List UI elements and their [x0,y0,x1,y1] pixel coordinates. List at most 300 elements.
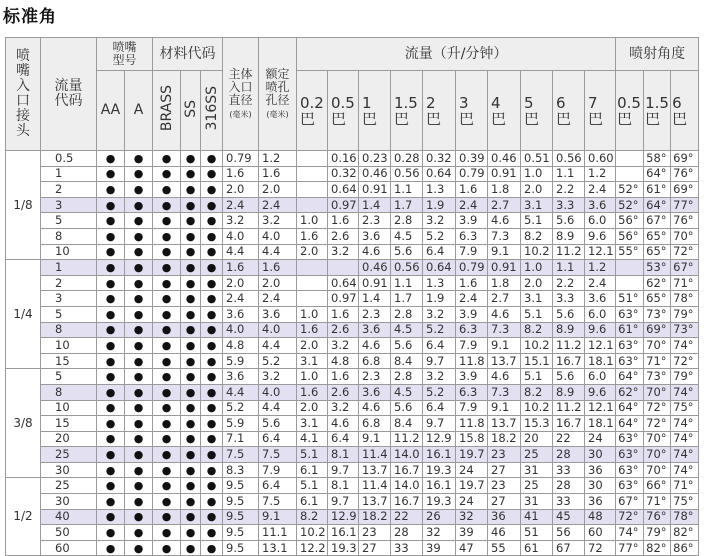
spray-angle: 64° [644,197,671,213]
flow-value: 1.1 [391,182,423,198]
table-body [6,151,699,556]
header-flow-title: 流量（升/分钟） [297,38,616,71]
orifice-dia: 5.2 [259,353,297,369]
availability-dot: ● [153,462,181,478]
flow-value: 12.1 [585,400,616,416]
availability-dot: ● [125,540,153,556]
flow-value: 7.9 [456,338,488,354]
flow-value: 2.8 [391,369,423,385]
flow-value: 11.8 [456,416,488,432]
spray-angle: 75° [671,494,699,510]
spray-angle: 70° [644,447,671,463]
flow-value: 33 [391,540,423,556]
flow-value: 9.7 [423,353,456,369]
flow-value: 2.4 [456,291,488,307]
flow-value: 19.3 [423,462,456,478]
availability-dot: ● [153,322,181,338]
availability-dot: ● [201,353,223,369]
availability-dot: ● [125,151,153,167]
spray-angle: 72° [671,353,699,369]
availability-dot: ● [97,338,125,354]
availability-dot: ● [181,275,201,291]
orifice-dia: 7.9 [259,462,297,478]
body-inlet-dia: 4.4 [223,244,259,260]
spray-angle: 66° [644,478,671,494]
availability-dot: ● [125,291,153,307]
spray-angle: 52° [616,182,644,198]
flow-value: 7.9 [456,400,488,416]
flow-value: 6.0 [585,369,616,385]
body-inlet-dia: 4.4 [223,384,259,400]
flow-value: 3.6 [359,228,391,244]
flow-value: 8.1 [328,447,359,463]
flow-value: 3.2 [423,306,456,322]
flow-value: 19.3 [328,540,359,556]
spray-angle: 55° [616,244,644,260]
availability-dot: ● [125,447,153,463]
flow-value: 0.64 [423,260,456,276]
flow-value: 4.1 [297,431,328,447]
flow-code: 3 [41,291,97,307]
flow-value: 5.2 [423,322,456,338]
header-flow-pressure: 3 巴 [456,71,488,151]
spray-angle: 58° [644,151,671,167]
flow-value: 4.6 [359,338,391,354]
flow-value: 3.6 [585,291,616,307]
table-row [6,478,699,494]
flow-value: 0.64 [423,166,456,182]
flow-value: 11.8 [456,353,488,369]
orifice-dia: 2.4 [259,291,297,307]
spray-angle: 71° [644,494,671,510]
table-row [6,369,699,385]
flow-value: 33 [553,462,585,478]
availability-dot: ● [153,447,181,463]
spray-angle: 72° [671,244,699,260]
body-inlet-dia: 9.5 [223,494,259,510]
flow-value: 1.7 [391,197,423,213]
availability-dot: ● [125,525,153,541]
flow-code: 0.5 [41,151,97,167]
flow-value: 1.4 [359,291,391,307]
spray-angle: 72° [644,416,671,432]
flow-value: 0.28 [391,151,423,167]
flow-value: 36 [488,509,521,525]
availability-dot: ● [125,275,153,291]
flow-value [297,151,328,167]
flow-value: 48 [585,509,616,525]
header-material-brass: BRASS [153,71,181,151]
flow-value: 2.3 [359,306,391,322]
spray-angle: 67° [671,260,699,276]
spray-angle: 69° [671,151,699,167]
availability-dot: ● [153,228,181,244]
spray-angle [616,151,644,167]
table-row [6,447,699,463]
flow-value: 32 [423,525,456,541]
header-orifice-dia: 额定喷孔孔径 (毫米) [259,38,297,151]
body-inlet-dia: 9.5 [223,509,259,525]
spray-angle: 82° [644,540,671,556]
orifice-dia: 6.4 [259,431,297,447]
availability-dot: ● [201,244,223,260]
flow-value: 1.2 [585,260,616,276]
spray-angle: 67° [616,494,644,510]
spray-angle: 64° [644,166,671,182]
availability-dot: ● [97,478,125,494]
flow-code: 1 [41,260,97,276]
flow-value: 0.56 [553,151,585,167]
flow-value: 67 [553,540,585,556]
flow-value: 15.3 [521,416,553,432]
availability-dot: ● [97,384,125,400]
flow-value: 19.3 [423,494,456,510]
spray-angle: 53° [644,260,671,276]
availability-dot: ● [125,431,153,447]
availability-dot: ● [97,494,125,510]
flow-value: 8.9 [553,384,585,400]
availability-dot: ● [97,197,125,213]
body-inlet-dia: 9.5 [223,478,259,494]
flow-value [297,182,328,198]
flow-value: 9.7 [328,462,359,478]
flow-value: 4.6 [359,400,391,416]
flow-value: 0.91 [359,182,391,198]
body-inlet-dia: 9.5 [223,540,259,556]
spray-angle: 77° [671,197,699,213]
table-row [6,228,699,244]
inlet-size: 3/8 [6,369,41,478]
flow-value: 1.6 [328,213,359,229]
spray-angle: 75° [671,400,699,416]
flow-value: 3.2 [328,338,359,354]
flow-value: 1.0 [297,306,328,322]
availability-dot: ● [97,509,125,525]
spray-angle: 71° [671,478,699,494]
flow-value: 27 [488,494,521,510]
header-inlet: 喷嘴入口接头 [6,38,41,151]
flow-value: 36 [585,462,616,478]
flow-value: 12.1 [585,338,616,354]
availability-dot: ● [181,447,201,463]
spray-angle: 52° [616,197,644,213]
availability-dot: ● [97,275,125,291]
flow-value: 2.2 [553,275,585,291]
flow-value: 0.97 [328,291,359,307]
spray-angle: 74° [671,431,699,447]
availability-dot: ● [153,291,181,307]
orifice-dia: 4.0 [259,228,297,244]
flow-code: 25 [41,478,97,494]
flow-value: 5.2 [423,228,456,244]
availability-dot: ● [153,275,181,291]
spray-angle: 70° [644,462,671,478]
orifice-dia: 3.6 [259,306,297,322]
flow-value [297,260,328,276]
flow-value: 46 [488,525,521,541]
availability-dot: ● [125,213,153,229]
table-row [6,151,699,167]
spray-angle: 70° [644,431,671,447]
flow-value: 1.9 [423,197,456,213]
table-row [6,260,699,276]
flow-value [297,291,328,307]
body-inlet-dia: 3.2 [223,213,259,229]
body-inlet-dia: 2.0 [223,275,259,291]
flow-code: 60 [41,540,97,556]
availability-dot: ● [153,384,181,400]
flow-code: 5 [41,369,97,385]
body-inlet-dia: 3.6 [223,369,259,385]
flow-value: 4.6 [488,213,521,229]
spray-angle: 72° [616,509,644,525]
body-inlet-dia: 7.1 [223,431,259,447]
flow-value: 72 [585,540,616,556]
availability-dot: ● [153,494,181,510]
availability-dot: ● [181,291,201,307]
availability-dot: ● [201,431,223,447]
flow-value: 5.6 [553,369,585,385]
table-row [6,540,699,556]
spray-angle: 74° [671,447,699,463]
flow-value: 2.4 [585,182,616,198]
body-inlet-dia: 9.5 [223,525,259,541]
flow-value: 5.6 [391,400,423,416]
header-angle-pressure: 1.5 巴 [644,71,671,151]
flow-value: 51 [521,525,553,541]
flow-value: 8.1 [328,478,359,494]
flow-value: 16.1 [423,447,456,463]
table-row [6,182,699,198]
orifice-dia: 1.2 [259,151,297,167]
spray-angle: 63° [616,447,644,463]
spray-angle: 63° [616,462,644,478]
availability-dot: ● [181,400,201,416]
flow-value: 0.91 [359,275,391,291]
spray-angle: 70° [671,228,699,244]
flow-code: 30 [41,462,97,478]
flow-value: 2.8 [391,213,423,229]
flow-code: 50 [41,525,97,541]
flow-value: 0.32 [328,166,359,182]
availability-dot: ● [97,416,125,432]
availability-dot: ● [201,525,223,541]
availability-dot: ● [153,353,181,369]
orifice-dia: 2.4 [259,197,297,213]
availability-dot: ● [201,462,223,478]
flow-value: 24 [456,494,488,510]
availability-dot: ● [97,228,125,244]
flow-value: 3.2 [423,213,456,229]
flow-value: 6.1 [297,462,328,478]
flow-value: 4.6 [328,416,359,432]
availability-dot: ● [201,291,223,307]
header-body-inlet-dia: 主体入口直径 (毫米) [223,38,259,151]
flow-value: 3.9 [456,369,488,385]
body-inlet-dia: 1.6 [223,260,259,276]
flow-value: 15.1 [521,353,553,369]
flow-value: 13.7 [359,494,391,510]
flow-value: 6.4 [423,400,456,416]
flow-value: 1.1 [391,275,423,291]
flow-value: 18.2 [359,509,391,525]
flow-value: 0.79 [456,166,488,182]
flow-value: 23 [488,447,521,463]
flow-value [328,260,359,276]
spray-angle: 79° [671,306,699,322]
flow-value: 0.60 [585,151,616,167]
availability-dot: ● [153,338,181,354]
flow-value: 13.7 [488,416,521,432]
flow-value: 31 [521,462,553,478]
availability-dot: ● [201,166,223,182]
flow-value: 3.1 [521,291,553,307]
spray-angle: 56° [616,213,644,229]
inlet-size: 1/8 [6,151,41,260]
flow-value: 5.1 [521,213,553,229]
spray-angle: 86° [671,540,699,556]
flow-value: 0.46 [488,151,521,167]
flow-value: 11.2 [553,400,585,416]
flow-value: 5.1 [521,306,553,322]
flow-code: 40 [41,509,97,525]
flow-value: 9.6 [585,228,616,244]
availability-dot: ● [153,197,181,213]
flow-value: 28 [553,447,585,463]
availability-dot: ● [181,478,201,494]
flow-value: 6.4 [423,244,456,260]
body-inlet-dia: 2.4 [223,197,259,213]
flow-value: 1.0 [297,369,328,385]
flow-value: 0.16 [328,151,359,167]
orifice-dia: 3.2 [259,369,297,385]
flow-value: 2.0 [297,338,328,354]
spray-angle: 61° [616,322,644,338]
flow-value: 2.2 [553,182,585,198]
table-row [6,416,699,432]
body-inlet-dia: 5.9 [223,353,259,369]
flow-value: 19.7 [456,447,488,463]
availability-dot: ● [201,228,223,244]
availability-dot: ● [125,260,153,276]
flow-value: 8.9 [553,322,585,338]
spray-angle: 63° [616,478,644,494]
flow-code: 15 [41,353,97,369]
availability-dot: ● [153,151,181,167]
availability-dot: ● [153,306,181,322]
flow-value: 6.0 [585,213,616,229]
availability-dot: ● [153,213,181,229]
flow-value: 3.9 [456,213,488,229]
flow-value: 3.2 [423,369,456,385]
orifice-dia: 2.0 [259,275,297,291]
spray-angle: 70° [644,338,671,354]
availability-dot: ● [201,197,223,213]
availability-dot: ● [125,338,153,354]
flow-value: 47 [456,540,488,556]
body-inlet-dia: 2.0 [223,182,259,198]
flow-value: 3.2 [328,400,359,416]
spray-angle [616,260,644,276]
flow-value: 8.4 [391,353,423,369]
flow-value: 55 [488,540,521,556]
header-flow-pressure: 0.5 巴 [328,71,359,151]
availability-dot: ● [153,509,181,525]
flow-value: 13.7 [359,462,391,478]
flow-value: 12.9 [423,431,456,447]
header-flow-pressure: 1.5 巴 [391,71,423,151]
flow-value: 61 [521,540,553,556]
flow-code: 2 [41,182,97,198]
flow-value: 1.6 [297,228,328,244]
header-nozzle-type: 喷嘴型号 [97,38,153,71]
availability-dot: ● [97,182,125,198]
flow-value: 60 [585,525,616,541]
availability-dot: ● [153,400,181,416]
flow-value: 0.32 [423,151,456,167]
body-inlet-dia: 0.79 [223,151,259,167]
header-angle-title: 喷射角度 [616,38,699,71]
flow-code: 5 [41,306,97,322]
availability-dot: ● [125,228,153,244]
spray-angle: 64° [616,416,644,432]
orifice-dia: 11.1 [259,525,297,541]
flow-value: 4.8 [328,353,359,369]
header-type-aa: AA [97,71,125,151]
availability-dot: ● [125,369,153,385]
availability-dot: ● [97,525,125,541]
orifice-dia: 3.2 [259,213,297,229]
flow-value: 1.6 [456,275,488,291]
flow-value: 18.1 [585,416,616,432]
header-flow-code: 流量代码 [41,38,97,151]
flow-value: 13.7 [488,353,521,369]
page-title: 标准角 [3,7,57,27]
table-row [6,494,699,510]
header-type-a: A [125,71,153,151]
availability-dot: ● [97,213,125,229]
body-inlet-dia: 5.2 [223,400,259,416]
body-inlet-dia: 4.0 [223,322,259,338]
flow-value: 12.9 [328,509,359,525]
header-material-316ss: 316SS [201,71,223,151]
flow-value: 10.2 [521,338,553,354]
flow-value: 1.1 [553,166,585,182]
spray-angle: 74° [671,384,699,400]
availability-dot: ● [97,431,125,447]
availability-dot: ● [97,462,125,478]
header-flow-pressure: 0.2 巴 [297,71,328,151]
orifice-dia: 5.6 [259,416,297,432]
flow-value [297,275,328,291]
flow-value: 2.0 [297,244,328,260]
flow-value: 26 [423,509,456,525]
availability-dot: ● [97,151,125,167]
spray-angle: 64° [616,400,644,416]
flow-value: 1.4 [359,197,391,213]
spray-angle: 78° [671,291,699,307]
flow-value: 0.64 [328,182,359,198]
flow-value: 3.6 [359,384,391,400]
flow-value: 1.0 [521,166,553,182]
flow-value: 10.2 [521,244,553,260]
flow-value: 16.7 [391,462,423,478]
table-row [6,509,699,525]
availability-dot: ● [181,166,201,182]
availability-dot: ● [97,369,125,385]
availability-dot: ● [153,244,181,260]
spray-angle: 82° [671,525,699,541]
